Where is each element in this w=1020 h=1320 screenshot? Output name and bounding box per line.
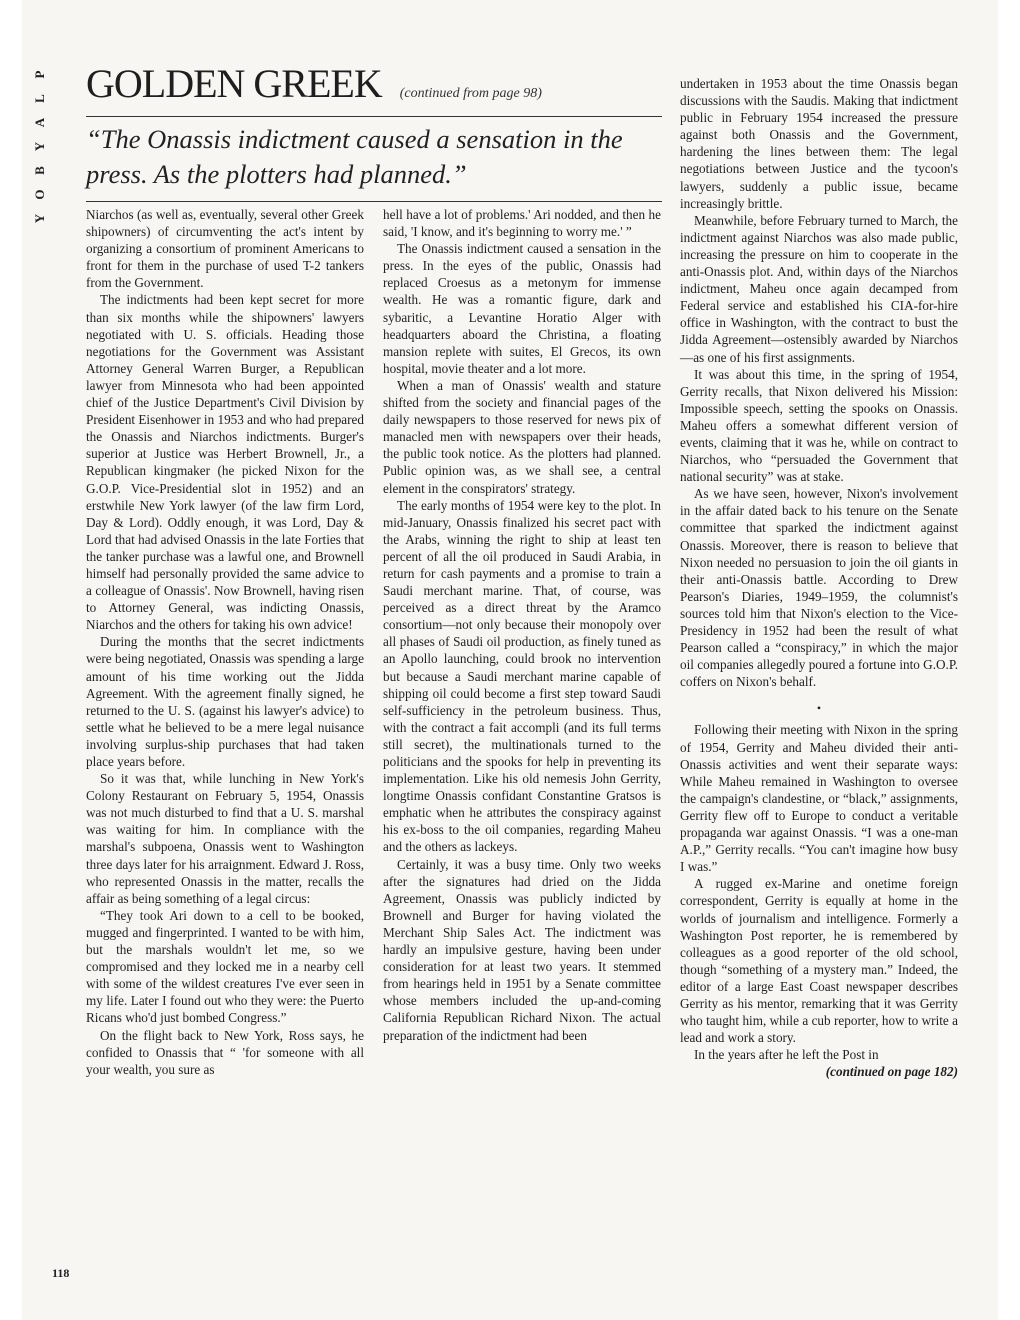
paragraph: Following their meeting with Nixon in the spring of 1954, Gerrity and Maheu divided their anti-Onassis activities and went their separate ways: While Maheu remained in Washington to oversee the campaign's clandestine, or “black,” assignments, Gerrity flew off to Europe to conduct a veritable propaganda war against Onassis. “I was a one-man A.P.,” Gerrity recalls. “You can't imagine how busy I was.” — [680, 722, 958, 875]
paragraph: Meanwhile, before February turned to March, the indictment against Niarchos was also made public, increasing the pressure on him to cooperate in the anti-Onassis plot. And, within days of the Niarchos indictment, Maheu once again decamped from Federal service and established his CIA-for-hire office in Washington, with the contract to bust the Jidda Agreement—ostensibly awarded by Niarchos—as one of his first assignments. — [680, 212, 958, 365]
paragraph: undertaken in 1953 about the time Onassis began discussions with the Saudis. Making that indictment public in February 1954 increased the pressure against both Onassis and the Government, hardening the lines between them: The legal negotiations between Justice and the tycoon's lawyers, suddenly a public issue, became increasingly brittle. — [680, 76, 958, 211]
continued-from-note: (continued from page 98) — [399, 86, 542, 101]
bottom-rule — [86, 201, 662, 202]
magazine-name-letter: Y — [32, 140, 47, 152]
paragraph: It was about this time, in the spring of 1954, Gerrity recalls, that Nixon delivered his Mission: Impossible speech, setting the spooks on Onassis. Maheu offers a somewhat different version of events, claiming that it was he, while on contract to Niarchos, who “persuaded the Government that national security” was at stake. — [680, 366, 958, 485]
magazine-name-letter: P — [32, 69, 47, 79]
magazine-name-letter: O — [32, 188, 47, 200]
page-number: 118 — [52, 1266, 70, 1280]
paragraph: The Onassis indictment caused a sensation in the press. In the eyes of the public, Onassis had replaced Croesus as a metonym for immense wealth. He was a romantic figure, dark and sybaritic, a Levantine Horatio Alger with headquarters aboard the Christina, a floating mansion replete with suites, El Grecos, its own hospital, movie theater and a lot more. — [383, 241, 661, 376]
paragraph: The early months of 1954 were key to the plot. In mid-January, Onassis finalized his secret pact with the Arabs, winning the right to ship at least ten percent of all the oil produced in Saudi Arabia, in return for cash payments and a promise to train a Saudi merchant marine. That, of course, was perceived as a direct threat by the Aramco consortium—not only because their monopoly over all phases of Saudi oil production, as finely tuned as an Apollo launching, could brook no intervention but because a Saudi merchant marine capable of shipping oil could become a first step toward Saudi self-sufficiency in the petroleum business. Thus, with the contract a fait accompli (and its full terms still secret), the multinationals turned to the politicians and the spooks for help in preventing its implementation. Like his old nemesis John Gerrity, longtime Onassis confidant Constantine Gratsos is emphatic when he attributes the conspiracy against his ex-boss to the oil companies, regarding Maheu and the others as lackeys. — [383, 497, 661, 855]
pull-quote: “The Onassis indictment caused a sensation in the press. As the plotters had planned.” — [86, 124, 623, 189]
article-title: GOLDEN GREEK — [86, 61, 382, 106]
paragraph: Certainly, it was a busy time. Only two weeks after the signatures had dried on the Jidda Agreement, Onassis was publicly indicted by Brownell and Burger for having violated the Merchant Ship Sales Act. The indictment was hardly an impulsive gesture, having been under consideration for at least two years. It stemmed from hearings held in 1951 by a Senate committee whose members included the up-and-coming California Republican Richard Nixon. The actual preparation of the indictment had been — [383, 856, 661, 1043]
paragraph: When a man of Onassis' wealth and stature shifted from the society and financial pages of the daily newspapers to those reserved for news pix of manacled men with newspapers over their heads, the public took notice. As the plotters had planned. Public opinion was, as we shall see, a central element in the conspirators' strategy. — [383, 377, 661, 496]
paragraph: The indictments had been kept secret for more than six months while the shipowners' lawyers negotiated with U. S. officials. Heading those negotiations for the Government was Assistant Attorney General Warren Burger, a Republican lawyer from Minnesota who had been appointed chief of the Justice Department's Civil Division by President Eisenhower in 1953 and who had prepared the Onassis and Niarchos indictments. Burger's superior at Justice was Herbert Brownell, Jr., a Republican kingmaker (he picked Nixon for the G.O.P. Vice-Presidential slot in 1952) and an erstwhile New York lawyer (of the law firm Lord, Day & Lord). Oddly enough, it was Lord, Day & Lord that had advised Onassis in the late Forties that the tanker purchase was a lawful one, and Brownell himself had personally provided the same advice to a colleague of Onassis'. Now Brownell, having risen to Attorney General, was indicting Onassis, Niarchos and the others for taking his own advice! — [86, 292, 364, 633]
paragraph: So it was that, while lunching in New York's Colony Restaurant on February 5, 1954, Onassis was not much disturbed to find that a U. S. marshal was waiting for him. In compliance with the marshal's subpoena, Onassis went to Washington three days later for his arraignment. Edward J. Ross, who represented Onassis in the matter, recalls the affair as being something of a legal circus: — [86, 771, 364, 906]
paragraph: Niarchos (as well as, eventually, several other Greek shipowners) of circumventing the act's intent by organizing a consortium of prominent Americans to front for them in the purchase of used T-2 tankers from the Government. — [86, 207, 364, 291]
magazine-name-letter: B — [32, 165, 47, 175]
magazine-name-letter: L — [32, 93, 47, 103]
paragraph: hell have a lot of problems.' Ari nodded, and then he said, 'I know, and it's beginning to worry me.' ” — [383, 207, 661, 240]
top-rule — [86, 116, 662, 117]
text-column-1 — [86, 206, 364, 1078]
section-separator: • — [816, 701, 822, 716]
paragraph: A rugged ex-Marine and onetime foreign correspondent, Gerrity is equally at home in the worlds of journalism and intelligence. Formerly a Washington Post reporter, he is remembered by colleagues as a good reporter of the old school, though “something of a mystery man.” Indeed, the editor of a large East Coast newspaper describes Gerrity as his mentor, remarking that it was Gerrity who taught him, while a cub reporter, how to write a lead and work a story. — [680, 876, 958, 1046]
paragraph: On the flight back to New York, Ross says, he confided to Onassis that “ 'for someone with all your wealth, you sure as — [86, 1027, 364, 1077]
continued-on-note: (continued on page 182) — [825, 1064, 958, 1080]
headline — [86, 60, 542, 107]
paragraph: “They took Ari down to a cell to be booked, mugged and fingerprinted. I wanted to be with him, but the marshals wouldn't let me, so we compromised and they locked me in a nearby cell with some of the wildest creatures I've ever seen in my life. Later I found out who they were: the Puerto Ricans who'd just bombed Congress.” — [86, 907, 364, 1026]
magazine-name-letter: Y — [32, 212, 47, 224]
text-column-2 — [383, 206, 661, 1044]
text-column-3 — [680, 75, 958, 1080]
magazine-name — [30, 62, 50, 230]
paragraph: During the months that the secret indictments were being negotiated, Onassis was spending a large amount of his time working out the Jidda Agreement. With the agreement finally signed, he returned to the U. S. (against his lawyer's advice) to settle what he believed to be a mere legal nuisance involving surplus-ship purchases that had taken place years before. — [86, 634, 364, 769]
magazine-name-letter: A — [32, 116, 47, 128]
paragraph: As we have seen, however, Nixon's involvement in the affair dated back to his tenure on the Senate committee that sparked the indictment against Onassis. Moreover, there is reason to believe that Nixon needed no persuasion to join the oil giants in their anti-Onassis battle. According to Drew Pearson's Diaries, 1949–1959, the columnist's sources told him that Nixon's election to the Vice-Presidency in 1952 had been the result of what Pearson called a “conspiracy,” in which the major oil companies allegedly poured a fortune into G.O.P. coffers on Nixon's behalf. — [680, 486, 958, 690]
paragraph: In the years after he left the Post in — [694, 1047, 879, 1063]
